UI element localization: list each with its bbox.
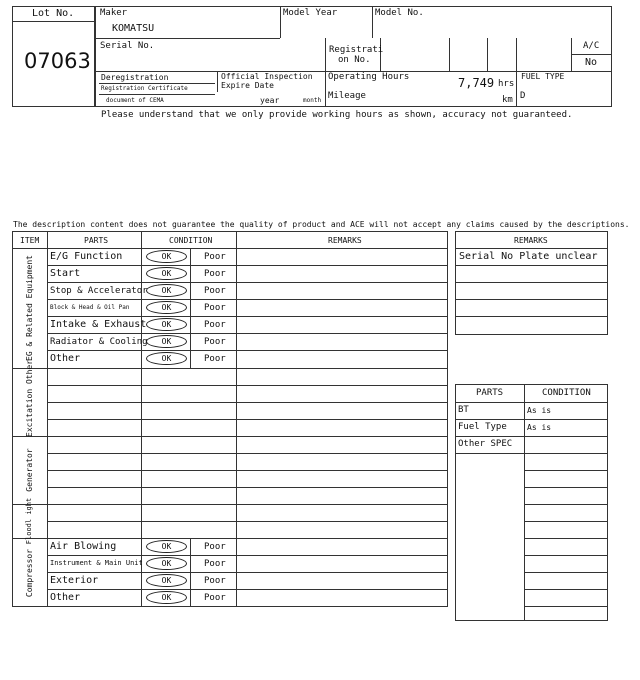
official-inspection-label-1: Official Inspection (221, 72, 313, 81)
eg-row-part: Intake & Exhaust (50, 319, 147, 330)
ok-circle: OK (146, 540, 187, 553)
poor-label: Poor (204, 252, 226, 262)
remarks-first-line: Serial No Plate unclear (459, 251, 598, 262)
compressor-row-part: Air Blowing (50, 541, 117, 552)
eg-row-part: Block & Head & Oil Pan (50, 304, 130, 311)
ok-circle: OK (146, 557, 187, 570)
registration-no-label-2: on No. (338, 55, 371, 65)
section-label-floodlight: Floodl ight (25, 497, 33, 545)
operating-hours-label: Operating Hours (328, 72, 410, 82)
document-of-cema-label: document of CEMA (106, 97, 164, 104)
fuel-type-label: FUEL TYPE (521, 72, 565, 81)
ac-label: A/C (583, 41, 600, 51)
spec-row-condition: As is (527, 423, 552, 432)
poor-label: Poor (204, 576, 226, 586)
lot-no-label: Lot No. (32, 8, 75, 19)
section-label-eg: EG & Related Equipment (25, 255, 34, 361)
spec-col-condition: CONDITION (542, 388, 591, 398)
year-label: year (260, 96, 280, 105)
eg-row-part: Stop & Accelerator (50, 286, 148, 296)
deregistration-label: Deregistration (101, 73, 169, 82)
poor-label: Poor (204, 269, 226, 279)
col-remarks-header: REMARKS (328, 236, 362, 245)
spec-row-part: BT (458, 405, 469, 415)
ok-circle: OK (146, 318, 187, 331)
model-no-label: Model No. (375, 8, 424, 18)
spec-row-part: Other SPEC (458, 439, 513, 449)
section-label-generator: Generator (25, 448, 34, 492)
spec-col-parts: PARTS (476, 388, 504, 398)
ok-circle: OK (146, 284, 187, 297)
registration-certificate-label: Registration Certificate (101, 85, 188, 92)
poor-label: Poor (204, 354, 226, 364)
poor-label: Poor (204, 593, 226, 603)
ok-circle: OK (146, 574, 187, 587)
compressor-row-part: Other (50, 592, 81, 603)
poor-label: Poor (204, 303, 226, 313)
spec-row-part: Fuel Type (458, 422, 507, 432)
spec-row-condition: As is (527, 406, 552, 415)
lot-no-value: 07063 (24, 49, 91, 73)
ac-value: No (585, 57, 598, 68)
section-label-compressor: Compressor (25, 548, 34, 598)
ok-circle: OK (146, 267, 187, 280)
col-item-header: ITEM (20, 236, 40, 245)
poor-label: Poor (204, 320, 226, 330)
maker-label: Maker (100, 8, 128, 18)
compressor-row-part: Exterior (50, 575, 99, 586)
eg-row-part: E/G Function (50, 251, 123, 262)
disclaimer-text: The description content does not guarantee the quality of product and ACE will not accept any claims caused by the descriptions. (13, 220, 630, 229)
poor-label: Poor (204, 337, 226, 347)
official-inspection-label-2: Expire Date (221, 81, 274, 90)
eg-row-part: Start (50, 268, 81, 279)
registration-no-label-1: Registrati (329, 45, 384, 55)
accuracy-notice: Please understand that we only provide working hours as shown, accuracy not guaranteed. (101, 110, 573, 120)
serial-no-label: Serial No. (100, 41, 155, 51)
ok-circle: OK (146, 250, 187, 263)
operating-hours-value: 7,749 (458, 76, 495, 90)
model-year-label: Model Year (283, 8, 338, 18)
eg-row-part: Radiator & Cooling (50, 337, 148, 347)
ok-circle: OK (146, 352, 187, 365)
ok-circle: OK (146, 301, 187, 314)
poor-label: Poor (204, 542, 226, 552)
col-condition-header: CONDITION (169, 236, 213, 245)
ok-circle: OK (146, 591, 187, 604)
ok-circle: OK (146, 335, 187, 348)
fuel-type-value: D (520, 91, 526, 101)
mileage-label: Mileage (328, 91, 366, 101)
section-label-excitation: Excitation Other (25, 359, 34, 437)
km-label: km (502, 95, 513, 105)
poor-label: Poor (204, 286, 226, 296)
remarks-header: REMARKS (514, 236, 548, 245)
month-label: month (303, 97, 322, 104)
col-parts-header: PARTS (84, 236, 109, 245)
maker-value: KOMATSU (112, 23, 155, 34)
hrs-label: hrs (498, 79, 515, 89)
compressor-row-part: Instrument & Main Unit (50, 559, 143, 567)
poor-label: Poor (204, 559, 226, 569)
eg-row-part: Other (50, 353, 81, 364)
